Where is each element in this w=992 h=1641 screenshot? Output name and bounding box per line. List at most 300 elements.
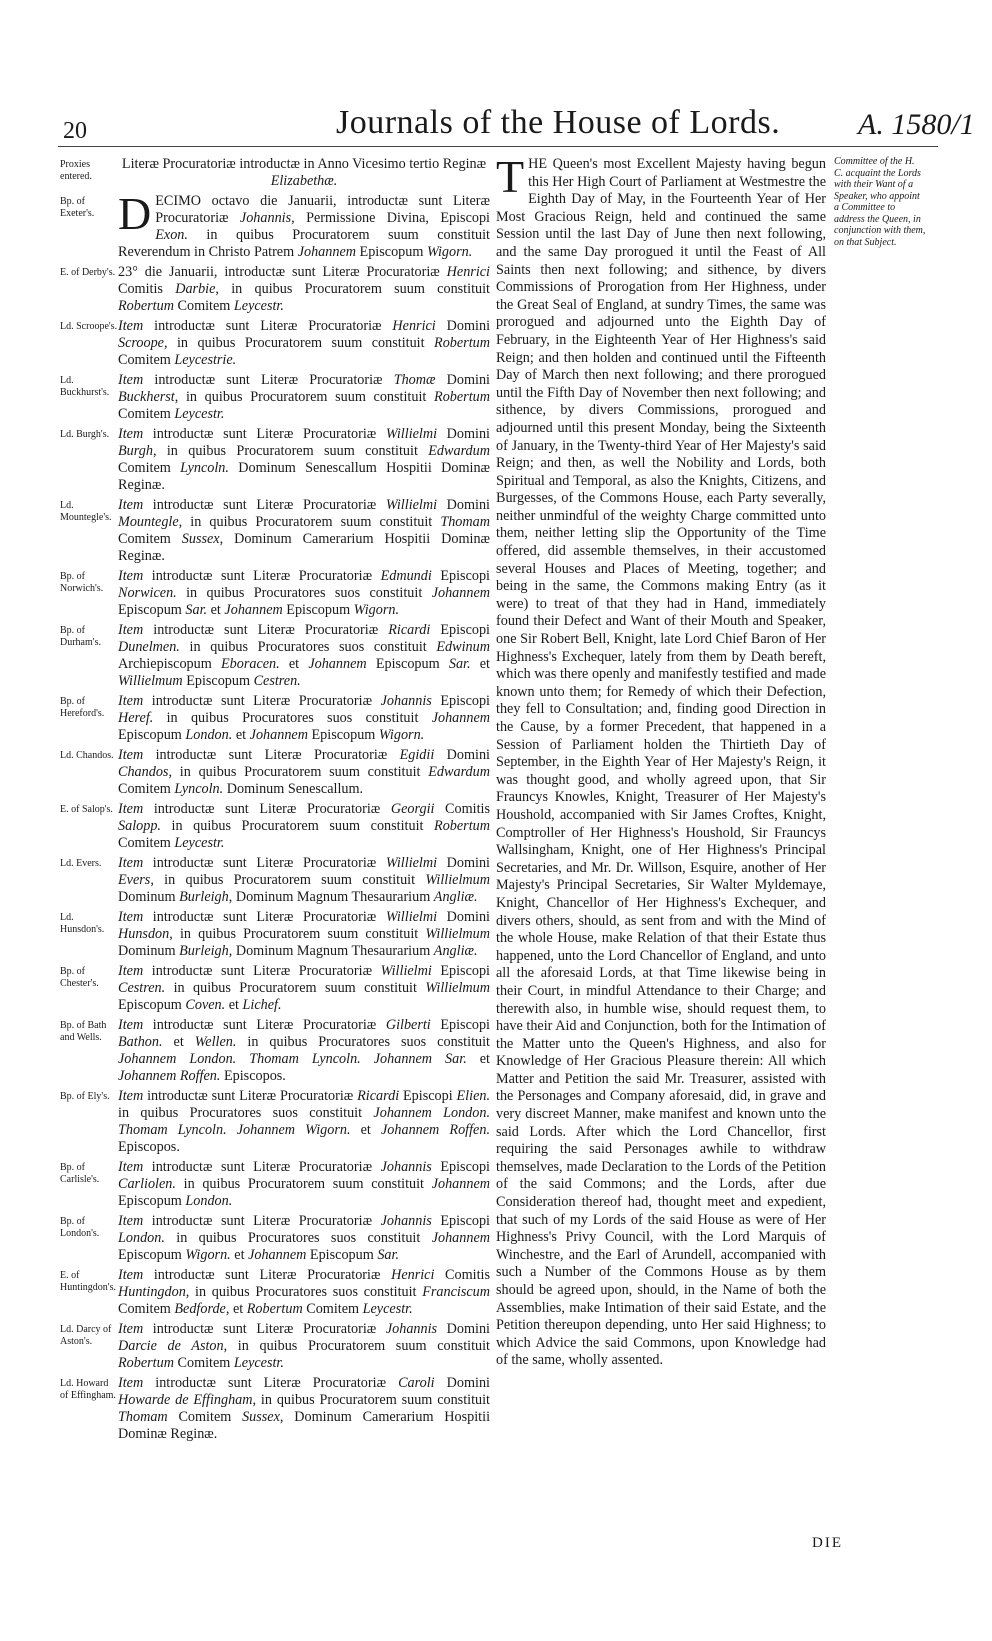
italic-text: Elien. [456,1088,491,1104]
marginal-note: Ld. Darcy of Aston's. [60,1324,112,1347]
marginal-note: Proxies entered. [60,159,92,182]
text-run: , et [225,1301,247,1317]
italic-text: Evers [118,872,151,888]
text-run: introductæ sunt Literæ Procuratoriæ [143,855,386,871]
italic-text: Huntingdon [118,1284,186,1300]
italic-text: Robertum [434,389,490,405]
text-run: Comitem [118,406,175,422]
text-run: , Permissione Divina, Episcopi [291,210,490,226]
text-run: et [232,727,250,743]
italic-text: London. [185,727,233,743]
marginal-note: Bp. of Bath and Wells. [60,1020,107,1043]
text-run: Episcopi [431,693,491,709]
italic-text: Edwinum [436,639,490,655]
italic-text: Johannem London. Thomam Lyncoln. Johannem Wigorn. [118,1105,490,1138]
page-number: 20 [63,118,87,144]
italic-text: Leycestr. [174,835,225,851]
italic-text: Thomam [118,1409,168,1425]
italic-text: Johannem [248,1247,307,1263]
text-run: , in quibus Procuratorem suum constituit [169,926,426,942]
italic-text: Item [118,318,144,334]
entry-text [118,747,490,798]
marginal-note: Bp. of Durham's. [60,625,101,648]
marginal-note: Bp. of Chester's. [60,966,99,989]
entry-text [118,693,490,744]
italic-text: Item [118,963,144,979]
italic-text: Dunelmen. [118,639,180,655]
italic-text: Cestren. [118,980,166,996]
text-run: Domini [435,372,490,388]
text-run: Domini [435,318,491,334]
text-run: et [470,656,490,672]
proxy-entry [60,426,490,494]
text-run: in quibus Procuratorem suum constituit [160,818,435,834]
text-run: Dominum Senescallum Hospitii Dominæ Reginæ. [118,460,490,493]
italic-text: Edwardum [428,443,490,459]
proxy-entry [60,188,490,261]
text-run: Domini [437,1321,491,1337]
text-run: introductæ sunt Literæ Procuratoriæ [143,1267,392,1283]
italic-text: Johannem [249,727,308,743]
entry-text [118,426,490,494]
text-run: , Dominum Magnum Thesaurarium [228,889,434,905]
catchword: DIE [812,1535,843,1551]
italic-text: Johannem [297,244,356,260]
text-run: Domini [437,855,491,871]
text-run: introductæ sunt Literæ Procuratoriæ [143,963,381,979]
text-run: Episcopum [118,1247,186,1263]
text-run: Episcopos. [118,1139,180,1155]
italic-text: Leycestr. [233,1355,284,1371]
text-run: Episcopi [431,568,491,584]
italic-text: Willielmi [385,497,438,513]
proxy-entry [60,156,490,190]
italic-text: Johannem Roffen. [118,1068,221,1084]
narrative-text: HE Queen's most Excellent Majesty having begun this Her High Court of Parliament at Westmestre the Eighth Day of May, in the Fourteenth Year of Her Most Gracious Reign, held and continued the same Session until the last Day of June then next following, and the same Day prorogued it until the Feast of All Saints then next following; and sithence, by divers Commissions of Prorogation from Her Highness, under the Great Seal of England, at sundry Times, the same was prorogued and adjourned unto the Eighth Day of February, in the Eighteenth Year of Her Highness's said Reign; and then holden and continued until the Fifteenth Day of March then next following; and there prorogued until the Fifth Day of November then next following; and sithence, by divers Commissions, prorogued and adjourned until this present Monday, being the Sixteenth of January, in the Twenty-third Year of Her Majesty's said Reign; and then, as well the Nobility and Lords, both Spiritual and Temporal, as also the Knights, Citizens, and Burgesses, of the Commons House, each Party severally, neither unmindful of the weighty Charge committed unto them, neither letting slip the Opportunity of the Time offered, did assemble themselves, in their accustomed several Houses and Places of Meeting, together; and being in the same, the Commons making Entry (as it were) to treat of that they had in Hand, immediately found their Defect and Want of their Mouth and Speaker, one Sir Robert Bell, Knight, late Lord Chief Baron of Her Highness's Exchequer, lately from them by Death bereft, which was there openly and manifestly testified and made known unto them; for Remedy of which their Defection, they fell to Consultation; and, finding good Direction in the Cause, by a former Precedent, that happened in a Session of Parliament holden the Thirtieth Day of September, in the Eighth Year of Her Majesty's Reign, it was thought good, and wholly agreed upon, that Sir Frauncys Knowles, Knight, Treasurer of Her Majesty's Houshold, accompanied with Sir James Croftes, Knight, Comptroller of Her Highness's Houshold, Sir Frauncys Wallsingham, Knight, one of Her Highness's Principal Secretaries, and Mr. Dr. Willson, Esquire, another of Her Majesty's Principal Secretaries, Sir Walter Myldemaye, Knight, Chancellor of Her Highness's Exchequer, and divers others, should, as sent from and with the Mind of the whole House, make Relation of that their Estate thus happened, unto the Lord Chancellor of England, and unto all the aforesaid Lords, at that Time likewise being in their Court, in mindful Attendance to their Charge; and therewith also, in humble wise, should request them, to have their Aid and Conjunction, both for the Intimation of the Matter unto the Queen's Highness, and also for Knowledge of Her Gracious Pleasure therein: All which Matter and Petition the said Mr. Treasurer, assisted with the Personages and Company aforesaid, did, in grave and very discreet Manner, make manifest and known unto the said Lords. After which the Lord Chancellor, first requiring the said Personages awhile to withdraw themselves, made Declaration to the Lords of the Petition of the said Commons; and the Lords, after due Consideration thereof had, thought meet and expedient, that such of my Lords of the said House as were of Her Highness's Privy Council, with the Lord Marquis of Winchestre, and the Earl of Arundell, accompanied with such a Number of the Commons House as by them should be agreed upon, should, in the Name of both the Assemblies, make Intimation of their said Estate, and the Petition thereupon depending, unto Her said Highness; to which Advice the said Commons, upon Knowledge had of the same, wholly assented. [496,156,826,1369]
text-run: Dominum Senescallum. [223,781,364,797]
marginal-note: Bp. of Norwich's. [60,571,104,594]
drop-cap: T [496,151,525,202]
text-run: , in quibus Procuratorem suum constituit [215,281,490,297]
italic-text: Hunsdon [118,926,170,942]
marginal-note: Ld. Howard of Effingham. [60,1378,116,1401]
proxy-entry [60,693,490,744]
italic-text: London. [118,1230,165,1246]
text-run: , in quibus Procuratorem suum constituit [223,1338,490,1354]
italic-text: Scroope [118,335,164,351]
italic-text: Willielmi [385,426,438,442]
italic-text: Eboracen. [220,656,280,672]
entry-text [118,801,490,852]
left-column [60,156,490,1446]
entry-text [118,963,490,1014]
text-run: introductæ sunt Literæ Procuratoriæ [143,1088,358,1104]
italic-text: Johannem [431,585,490,601]
page-title: Journals of the House of Lords. [336,104,781,141]
italic-text: Thomæ [393,372,436,388]
text-run: Comitem [118,460,181,476]
drop-cap: D [118,188,152,239]
text-run: introductæ sunt Literæ Procuratoriæ [143,497,386,513]
text-run: , in quibus Procuratorem suum constituit [163,335,435,351]
entry-text [118,1375,490,1443]
text-run: et [162,1034,195,1050]
italic-text: Caroli [398,1375,435,1391]
italic-text: Robertum [246,1301,303,1317]
italic-text: Exon. [155,227,188,243]
italic-text: Wigorn. [353,602,399,618]
italic-text: Lichef. [242,997,282,1013]
text-run: Episcopi [431,963,491,979]
text-run: in quibus Procuratores suos constituit [118,1105,374,1121]
italic-text: Chandos [118,764,169,780]
italic-text: Item [118,372,144,388]
italic-text: Johannem [431,710,490,726]
italic-text: Sar. [377,1247,399,1263]
italic-text: Willielmi [380,963,432,979]
entry-text [118,1159,490,1210]
italic-text: Robertum [434,335,490,351]
italic-text: Sussex [242,1409,280,1425]
text-run: , Dominum Magnum Thesaurarium [228,943,434,959]
italic-text: Angliæ. [433,943,478,959]
entry-text [118,855,490,906]
italic-text: Mountegle [118,514,179,530]
page-year: A. 1580/1 [858,108,975,141]
proxy-entry [60,801,490,852]
italic-text: Item [118,1159,144,1175]
italic-text: Norwicen. [118,585,177,601]
text-run: , in quibus Procuratorem suum constituit [168,764,429,780]
italic-text: Wigorn. [378,727,425,743]
text-run: Comitis [434,1267,490,1283]
marginal-note: Bp. of London's. [60,1216,100,1239]
proxy-entry [60,747,490,798]
italic-text: Johannem [224,602,283,618]
italic-text: Johannem [431,1176,490,1192]
text-run: introductæ sunt Literæ Procuratoriæ [143,801,391,817]
italic-text: Item [118,1321,144,1337]
text-run: introductæ sunt Literæ Procuratoriæ [143,568,381,584]
proxy-entry [60,855,490,906]
italic-text: Bathon. [118,1034,163,1050]
italic-text: Johannem [431,1230,490,1246]
italic-text: Sar. [448,656,471,672]
italic-text: Franciscum [422,1284,490,1300]
proxy-entry [60,1375,490,1443]
italic-text: Burleigh [179,889,229,905]
marginal-note: Ld. Evers. [60,858,102,869]
italic-text: Johannis [239,210,292,226]
italic-text: Johannem Roffen. [380,1122,490,1138]
right-column [496,151,936,1370]
italic-text: Item [118,801,144,817]
entry-text [118,568,490,619]
marginal-note: Ld. Mountegle's. [60,500,112,523]
marginal-note: Bp. of Carlisle's. [60,1162,100,1185]
italic-text: Buckherst [118,389,175,405]
italic-text: Henrici [391,1267,435,1283]
italic-text: Robertum [118,1355,174,1371]
text-run: introductæ sunt Literæ Procuratoriæ [143,622,389,638]
italic-text: Item [118,1088,144,1104]
italic-text: Henrici [446,264,490,280]
text-run: , in quibus Procuratorem suum constituit [178,514,441,530]
text-run: Dominum [118,943,180,959]
marginal-note: Ld. Scroope's. [60,321,118,332]
text-run: Episcopum [306,1247,378,1263]
entry-text [118,497,490,565]
text-run: Episcopum [307,727,379,743]
text-run: et [350,1122,381,1138]
entry-text [118,1321,490,1372]
italic-text: Coven. [185,997,226,1013]
text-run: Domini [437,497,491,513]
text-run: ECIMO octavo die Januarii, introductæ sunt Literæ Procuratoriæ [155,193,490,226]
marginal-note: Bp. of Hereford's. [60,696,105,719]
italic-text: Willielmum [425,872,490,888]
text-run: Episcopum [366,656,449,672]
proxy-entry [60,963,490,1014]
text-run: Episcopi [430,1017,491,1033]
marginal-note: E. of Huntingdon's. [60,1270,116,1293]
text-run: , in quibus Procuratorem suum constituit [150,872,426,888]
text-run: Comitem [302,1301,363,1317]
text-run: Comitem [167,1409,243,1425]
text-run: Dominum [118,889,180,905]
marginal-note: Bp. of Ely's. [60,1091,110,1102]
text-run: Domini [437,909,491,925]
text-run: introductæ sunt Literæ Procuratoriæ [143,909,386,925]
text-run: , in quibus Procuratorem suum constituit [252,1392,490,1408]
text-run: Episcopos. [220,1068,286,1084]
entry-text [118,909,490,960]
text-run: Comitem [118,781,175,797]
italic-text: Item [118,1213,144,1229]
italic-text: Johannem London. Thomam Lyncoln. Johannem Sar. [118,1051,467,1067]
italic-text: Cestren. [253,673,301,689]
italic-text: Georgii [390,801,435,817]
italic-text: Johannis [385,1321,438,1337]
entry-text [118,1267,490,1318]
text-run: et [230,1247,249,1263]
marginal-note: E. of Derby's. [60,267,116,278]
italic-text: Willielmum [118,673,183,689]
italic-text: Edmundi [380,568,432,584]
italic-text: Wigorn. [185,1247,231,1263]
text-run: Episcopum [118,1193,186,1209]
italic-text: Leycestr. [233,298,284,314]
italic-text: Willielmum [425,926,490,942]
italic-text: Item [118,909,144,925]
italic-text: Robertum [434,818,490,834]
text-run: introductæ sunt Literæ Procuratoriæ [143,1017,386,1033]
text-run: in quibus Procuratores suos constituit [164,1230,432,1246]
text-run: Episcopum [118,727,186,743]
italic-text: Wellen. [194,1034,237,1050]
proxy-entry [60,264,490,315]
italic-text: Leycestr. [174,406,225,422]
italic-text: Howarde de Effingham [118,1392,253,1408]
text-run: introductæ sunt Literæ Procuratoriæ [143,318,393,334]
text-run: introductæ sunt Literæ Procuratoriæ [143,1159,381,1175]
text-run: introductæ sunt Literæ Procuratoriæ [143,426,386,442]
italic-text: Burgh [118,443,153,459]
italic-text: Willielmum [425,980,490,996]
proxy-entry [60,1213,490,1264]
italic-text: Sussex [181,531,220,547]
text-run: introductæ sunt Literæ Procuratoriæ [143,693,381,709]
italic-text: Darcie de Aston [118,1338,224,1354]
text-run: Episcopum [356,244,427,260]
entry-text [118,264,490,315]
text-run: Comitem [118,531,182,547]
italic-text: London. [185,1193,233,1209]
text-run: et [225,997,243,1013]
entry-text [118,1017,490,1085]
marginal-note: Ld. Burgh's. [60,429,110,440]
proxy-entry [60,909,490,960]
italic-text: Item [118,1267,144,1283]
proxy-entry [60,1267,490,1318]
text-run: in quibus Procuratorem suum constituit Reverendum in Christo Patrem [118,227,490,260]
italic-text: Item [118,568,144,584]
text-run: introductæ sunt Literæ Procuratoriæ [143,747,400,763]
text-run: Comitis [434,801,490,817]
proxy-entry [60,497,490,565]
italic-text: Item [118,1017,144,1033]
text-run: 23° die Januarii, introductæ sunt Literæ Procuratoriæ [118,264,447,280]
text-run: Episcopum [118,997,186,1013]
entry-text [118,372,490,423]
proxy-entry [60,568,490,619]
text-run: in quibus Procuratorem suum constituit [165,980,426,996]
italic-text: Ricardi [388,622,431,638]
italic-text: Egidii [399,747,435,763]
text-run: , Dominum Camerarium Hospitii Dominæ Reginæ. [118,531,490,564]
text-run: , in quibus Procuratorem suum constituit [174,389,435,405]
text-run: in quibus Procuratores suos constituit [179,639,437,655]
italic-text: Johannem [308,656,367,672]
italic-text: Robertum [118,298,174,314]
entry-text [118,622,490,690]
entry-text [118,318,490,369]
italic-text: Carliolen. [118,1176,176,1192]
italic-text: Bedforde [174,1301,226,1317]
italic-text: Johannis [380,693,432,709]
italic-text: Leycestr. [362,1301,413,1317]
italic-text: Item [118,426,144,442]
italic-text: Burleigh [179,943,229,959]
text-run: introductæ sunt Literæ Procuratoriæ [143,372,394,388]
italic-text: Gilberti [385,1017,431,1033]
italic-text: Darbie [175,281,216,297]
proxy-entry [60,318,490,369]
text-run: introductæ sunt Literæ Procuratoriæ [143,1213,381,1229]
text-run: in quibus Procuratores suos constituit [236,1034,490,1050]
proxy-entry [60,1321,490,1372]
italic-text: Item [118,855,144,871]
italic-text: Ricardi [357,1088,400,1104]
text-run: Comitem [118,1301,175,1317]
italic-text: Item [118,622,144,638]
proxy-entry [60,1017,490,1085]
proxy-entry [60,372,490,423]
text-run: Episcopum [182,673,254,689]
marginal-note: Ld. Hunsdon's. [60,912,105,935]
text-run: Comitem [118,352,175,368]
italic-text: Item [118,1375,144,1391]
italic-text: Sar. [185,602,208,618]
entry-text [118,156,490,190]
text-run: Comitem [173,1355,234,1371]
proxy-entry [60,1088,490,1156]
italic-text: Johannis [380,1213,432,1229]
text-run: Episcopi [431,1159,491,1175]
text-run: Episcopum [118,602,186,618]
text-run: , Dominum Camerarium Hospitii Dominæ Reginæ. [118,1409,491,1442]
marginal-note: Ld. Buckhurst's. [60,375,110,398]
text-run: Domini [434,747,490,763]
text-run: Domini [437,426,491,442]
text-run: Archiepiscopum [118,656,221,672]
text-run: in quibus Procuratores suos constituit [176,585,432,601]
text-run: , in quibus Procuratores suos constituit [185,1284,423,1300]
text-run: Comitem [118,835,175,851]
text-run: Comitis [118,281,176,297]
text-run: in quibus Procuratores suos constituit [153,710,432,726]
italic-text: Heref. [118,710,154,726]
italic-text: Angliæ. [433,889,478,905]
italic-text: Lyncoln. [174,781,224,797]
italic-text: Salopp. [118,818,161,834]
italic-text: Edwardum [428,764,490,780]
marginal-note: E. of Salop's. [60,804,113,815]
italic-text: Thomam [440,514,490,530]
italic-text: Lyncoln. [180,460,229,476]
italic-text: Leycestrie. [174,352,237,368]
text-run: Domini [434,1375,491,1391]
text-run: Episcopi [399,1088,457,1104]
text-run: Literæ Procuratoriæ introductæ in Anno Vicesimo tertio Reginæ [121,156,487,172]
italic-text: Item [118,693,144,709]
marginal-note: Ld. Chandos. [60,750,114,761]
text-run: Episcopum [282,602,354,618]
text-run: et [466,1051,490,1067]
italic-text: Willielmi [385,855,438,871]
entry-text [118,1088,490,1156]
text-run: Episcopi [430,622,491,638]
margin-note: Committee of the H. C. acquaint the Lords with their Want of a Speaker, who appoint a Committee to address the Queen, in conjunction with them, on that Subject. [834,156,926,248]
text-run: , in quibus Procuratorem suum constituit [152,443,429,459]
italic-text: Item [118,497,144,513]
proxy-entry [60,1159,490,1210]
text-run: introductæ sunt Literæ Procuratoriæ [143,1375,399,1391]
text-run: et [279,656,309,672]
text-run: et [207,602,225,618]
header-rule [58,146,938,147]
text-run: Episcopi [431,1213,491,1229]
italic-text: Wigorn. [426,244,473,260]
text-run: in quibus Procuratorem suum constituit [175,1176,432,1192]
narrative-body [496,151,826,1370]
italic-text: Elizabethæ. [270,173,338,189]
marginal-note: Bp. of Exeter's. [60,196,95,219]
proxy-entry [60,622,490,690]
text-run: Comitem [173,298,234,314]
entry-text [118,188,490,261]
text-run: introductæ sunt Literæ Procuratoriæ [143,1321,386,1337]
